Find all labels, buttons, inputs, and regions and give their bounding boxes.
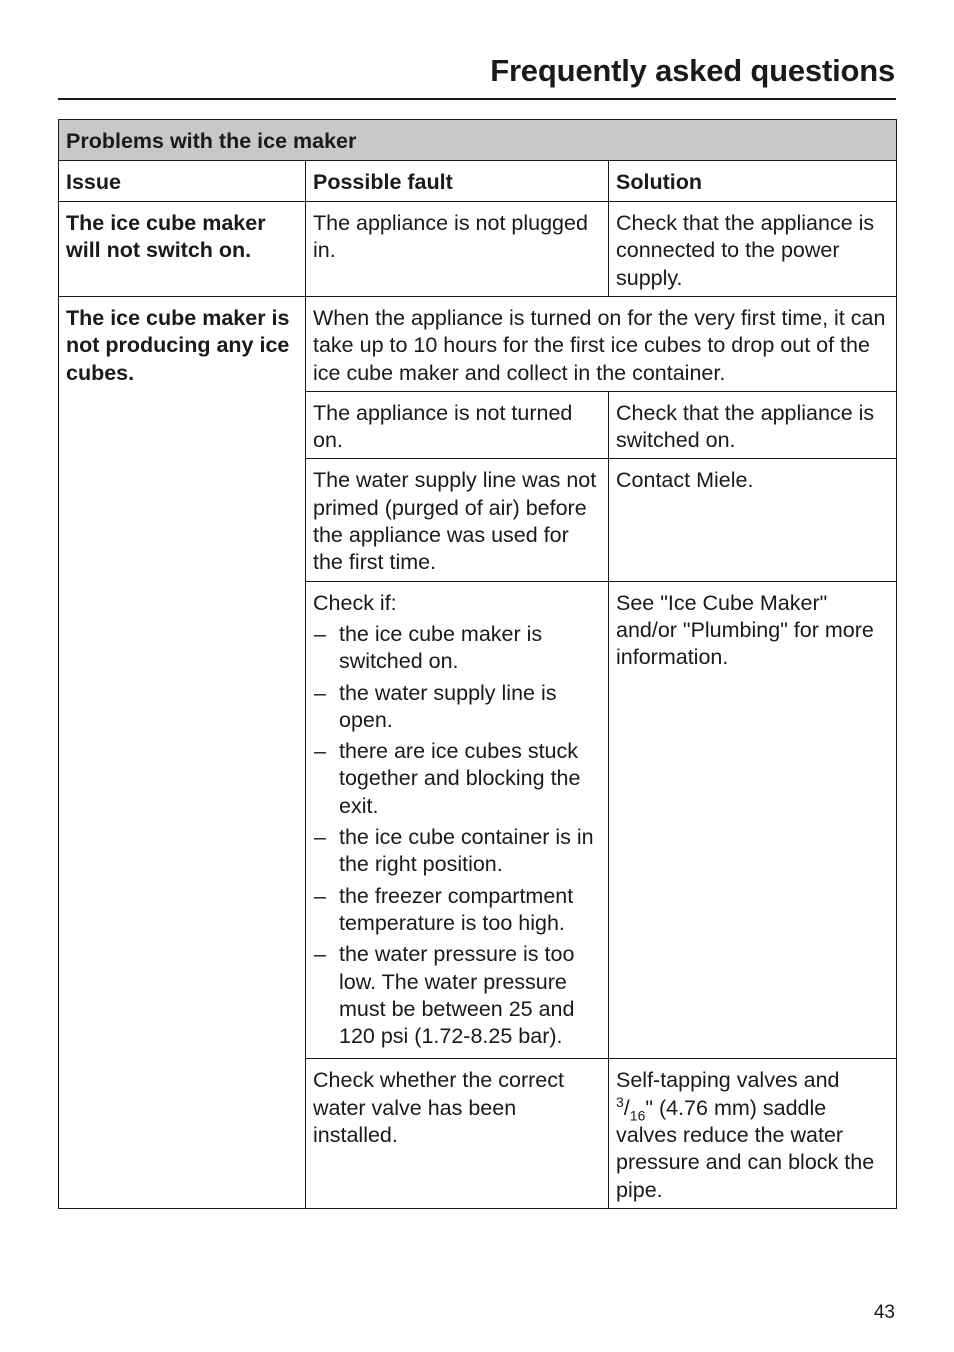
fraction-slash: / [623, 1095, 630, 1120]
dash-bullet: – [314, 942, 326, 967]
column-header-issue: Issue [59, 161, 306, 202]
section-header-row [59, 120, 897, 161]
column-header-solution: Solution [609, 161, 897, 202]
solution-text-post: " (4.76 mm) saddle valves reduce the water pressure and can block the pipe. [616, 1095, 875, 1202]
check-list [313, 621, 601, 1050]
page-number: 43 [873, 1302, 895, 1323]
solution-cell [609, 1059, 897, 1209]
fault-cell [306, 581, 609, 1059]
dash-bullet: – [314, 680, 326, 705]
list-item [313, 738, 601, 820]
solution-cell: See "Ice Cube Maker" and/or "Plumbing" for more information. [609, 581, 897, 1059]
list-item-text: the water supply line is open. [339, 680, 557, 732]
section-title: Problems with the ice maker [59, 120, 897, 161]
solution-cell: Check that the appliance is connected to the power supply. [609, 202, 897, 297]
page-title: Frequently asked questions [490, 53, 895, 88]
issue-cell: The ice cube maker is not producing any ice cubes. [59, 297, 306, 1209]
title-divider [58, 98, 896, 100]
faq-table [58, 119, 897, 1209]
note-cell: When the appliance is turned on for the very first time, it can take up to 10 hours for the first ice cubes to drop out of the ice cube maker and collect in the container. [306, 297, 897, 392]
fraction-numerator: 3 [616, 1093, 624, 1110]
list-item-text: the freezer compartment temperature is too high. [339, 883, 574, 935]
table-row [59, 297, 897, 392]
fault-cell: The appliance is not plugged in. [306, 202, 609, 297]
fraction-denominator: 16 [629, 1107, 646, 1124]
list-item [313, 883, 601, 938]
table-row [59, 202, 897, 297]
solution-text-pre: Self-tapping valves and [616, 1068, 840, 1093]
fault-cell: Check whether the correct water valve has been installed. [306, 1059, 609, 1209]
list-item-text: the water pressure is too low. The water pressure must be between 25 and 120 psi (1.72-8.25 bar). [339, 942, 575, 1049]
solution-cell: Contact Miele. [609, 459, 897, 581]
fault-cell: The appliance is not turned on. [306, 391, 609, 459]
list-item-text: there are ice cubes stuck together and blocking the exit. [339, 739, 581, 818]
dash-bullet: – [314, 883, 326, 908]
list-item-text: the ice cube maker is switched on. [339, 621, 543, 674]
issue-cell: The ice cube maker will not switch on. [59, 202, 306, 297]
column-header-row [59, 161, 897, 202]
list-item [313, 680, 601, 735]
dash-bullet: – [314, 739, 326, 764]
dash-bullet: – [314, 825, 326, 850]
fault-cell: The water supply line was not primed (purged of air) before the appliance was used for the first time. [306, 459, 609, 581]
dash-bullet: – [314, 621, 326, 646]
list-item-text: the ice cube container is in the right position. [339, 825, 594, 877]
column-header-fault: Possible fault [306, 161, 609, 202]
list-item [313, 941, 601, 1050]
list-item [313, 621, 601, 676]
list-item [313, 824, 601, 879]
solution-cell: Check that the appliance is switched on. [609, 391, 897, 459]
check-list-lead: Check if: [313, 590, 397, 615]
